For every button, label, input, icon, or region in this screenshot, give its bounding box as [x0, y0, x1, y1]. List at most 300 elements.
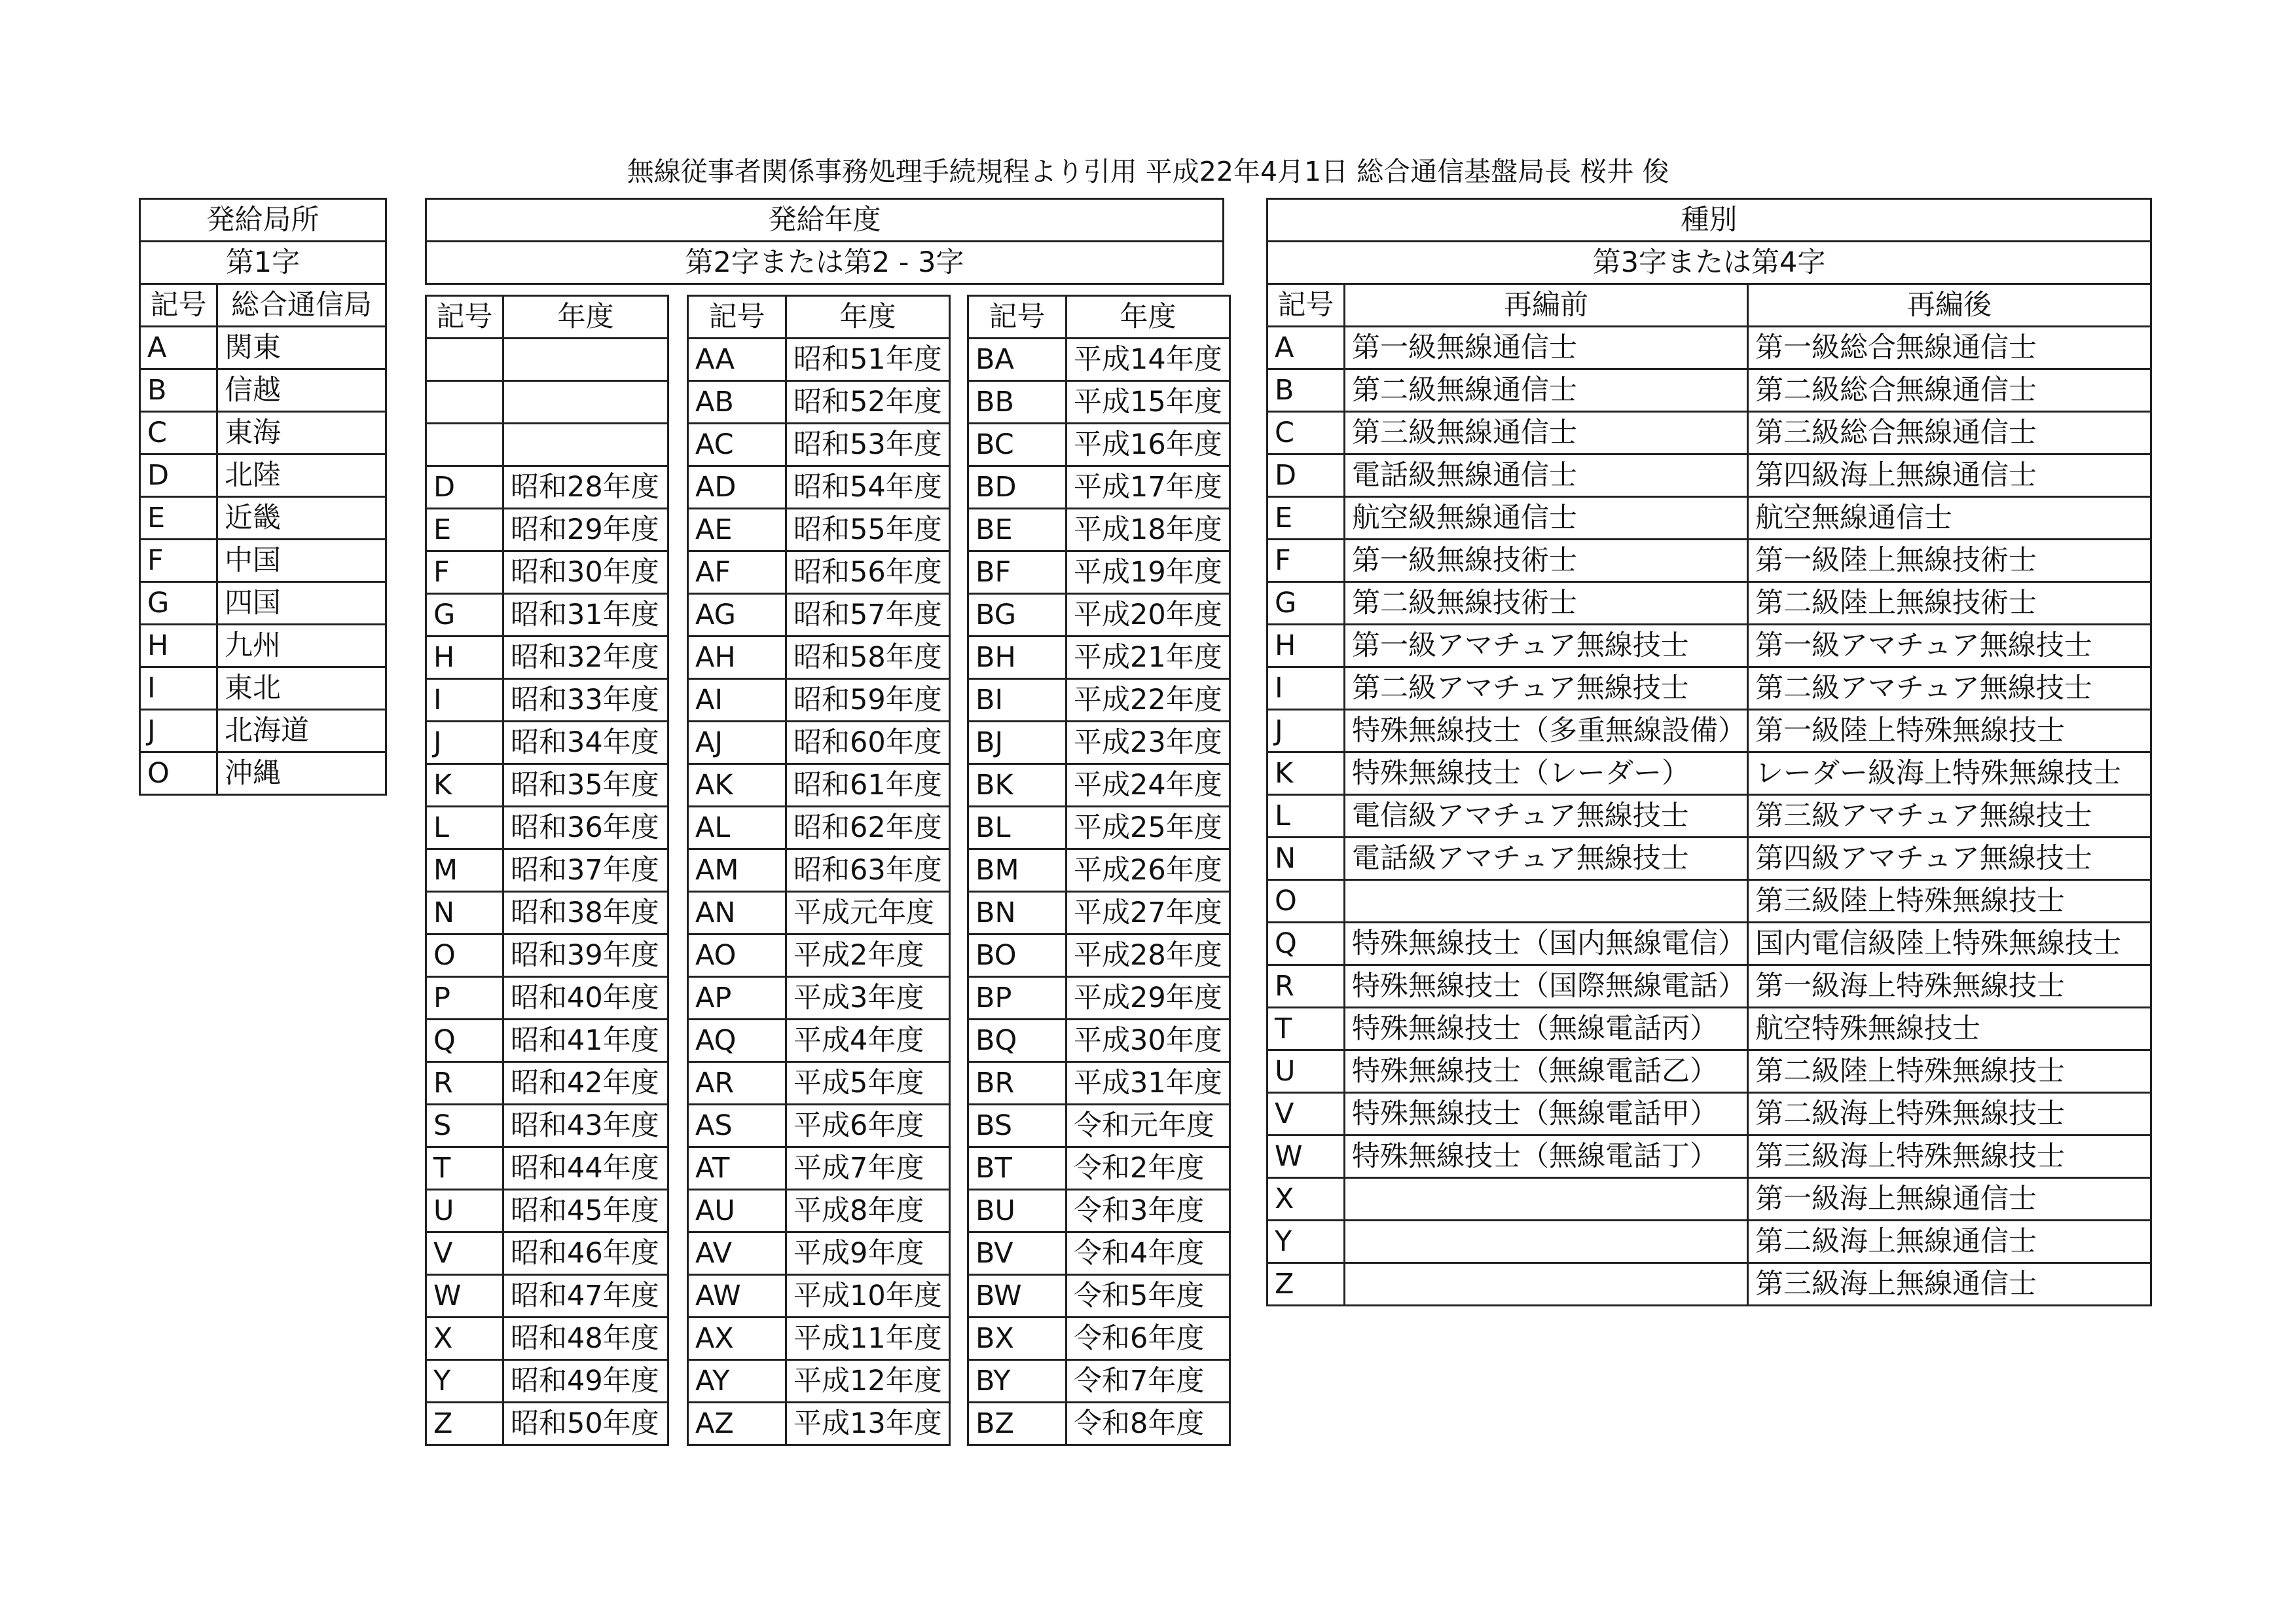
year-code-cell: E: [426, 509, 503, 551]
year-value-cell: 令和5年度: [1066, 1275, 1230, 1318]
kind-before-cell: 特殊無線技士（無線電話乙）: [1345, 1050, 1748, 1093]
table-row: [140, 454, 386, 497]
year-code-cell: AU: [688, 1190, 786, 1232]
office-code-cell: G: [140, 582, 217, 625]
table-row: [968, 466, 1230, 509]
office-code-cell: I: [140, 667, 217, 710]
year-code-cell: BJ: [968, 722, 1066, 764]
year-code-cell: U: [426, 1190, 503, 1232]
year-value-cell: 平成15年度: [1066, 381, 1230, 424]
table-row: [688, 1232, 950, 1275]
year-value-cell: 平成17年度: [1066, 466, 1230, 509]
year-value-cell: 昭和61年度: [786, 764, 950, 807]
page-title: 無線従事者関係事務処理手続規程より引用 平成22年4月1日 総合通信基盤局長 桜井 俊: [627, 156, 1669, 187]
year-code-cell: AD: [688, 466, 786, 509]
year-code-cell: Y: [426, 1360, 503, 1403]
table-row: [426, 637, 668, 679]
kind-code-cell: I: [1267, 667, 1345, 710]
table-row: [968, 1232, 1230, 1275]
kind-code-cell: T: [1267, 1008, 1345, 1050]
year-value-cell: 令和8年度: [1066, 1403, 1230, 1445]
table-row: [1267, 497, 2151, 540]
table-row: [688, 1360, 950, 1403]
table-row: [1267, 710, 2151, 752]
issuing-office-table: [139, 198, 387, 796]
kind-after-cell: 第四級アマチュア無線技士: [1748, 838, 2151, 880]
year-value-cell: [503, 424, 668, 466]
table-row: [1267, 1221, 2151, 1263]
year-value-cell: 昭和40年度: [503, 977, 668, 1020]
year-value-cell: 昭和48年度: [503, 1318, 668, 1360]
year-value-cell: 昭和49年度: [503, 1360, 668, 1403]
office-name-cell: 北海道: [217, 710, 386, 752]
kind-before-cell: 特殊無線技士（多重無線設備）: [1345, 710, 1748, 752]
year-code-cell: AK: [688, 764, 786, 807]
kind-after-cell: 第三級アマチュア無線技士: [1748, 795, 2151, 838]
kind-before-cell: [1345, 1178, 1748, 1221]
year-code-cell: AT: [688, 1147, 786, 1190]
table-row: [140, 667, 386, 710]
year-value-cell: 昭和56年度: [786, 551, 950, 594]
year-code-cell: X: [426, 1318, 503, 1360]
table-row: [426, 1360, 668, 1403]
year-value-cell: 平成4年度: [786, 1020, 950, 1062]
table-row: [688, 1403, 950, 1445]
year-value-cell: 平成5年度: [786, 1062, 950, 1105]
year-code-cell: AY: [688, 1360, 786, 1403]
table-row: [426, 1062, 668, 1105]
year-value-cell: 平成12年度: [786, 1360, 950, 1403]
year-code-cell: BU: [968, 1190, 1066, 1232]
table-row: [140, 540, 386, 582]
year-value-cell: 昭和28年度: [503, 466, 668, 509]
year-code-cell: BH: [968, 637, 1066, 679]
issue-year-header: [425, 198, 1224, 285]
year-code-cell: BF: [968, 551, 1066, 594]
year-code-cell: BS: [968, 1105, 1066, 1147]
kind-after-cell: 第四級海上無線通信士: [1748, 454, 2151, 497]
office-col-name: 総合通信局: [217, 284, 386, 327]
kind-after-cell: 第一級海上特殊無線技士: [1748, 965, 2151, 1008]
table-row: [1267, 1093, 2151, 1135]
kind-before-cell: 第二級アマチュア無線技士: [1345, 667, 1748, 710]
table-row: [968, 424, 1230, 466]
table-row: [688, 679, 950, 722]
kind-code-cell: V: [1267, 1093, 1345, 1135]
year-value-cell: 昭和35年度: [503, 764, 668, 807]
year-column-2: [687, 295, 951, 1446]
table-row: [1267, 1178, 2151, 1221]
table-row: [426, 1318, 668, 1360]
kind-before-cell: 第一級無線通信士: [1345, 327, 1748, 369]
kind-before-cell: 特殊無線技士（レーダー）: [1345, 752, 1748, 795]
year-value-cell: 平成11年度: [786, 1318, 950, 1360]
year-value-cell: 平成30年度: [1066, 1020, 1230, 1062]
kind-before-cell: 第一級無線技術士: [1345, 540, 1748, 582]
kind-code-cell: U: [1267, 1050, 1345, 1093]
year-value-cell: 昭和63年度: [786, 849, 950, 892]
table-row: [1267, 752, 2151, 795]
table-row: [688, 1062, 950, 1105]
kind-before-cell: 電信級アマチュア無線技士: [1345, 795, 1748, 838]
year-code-cell: BX: [968, 1318, 1066, 1360]
kind-code-cell: F: [1267, 540, 1345, 582]
year-value-cell: 平成2年度: [786, 934, 950, 977]
year-code-cell: R: [426, 1062, 503, 1105]
table-row: [426, 594, 668, 637]
office-code-cell: B: [140, 369, 217, 412]
year-col-year: 年度: [1066, 296, 1230, 339]
year-value-cell: 平成28年度: [1066, 934, 1230, 977]
year-value-cell: 昭和47年度: [503, 1275, 668, 1318]
table-row: [688, 1020, 950, 1062]
table-row: [1267, 582, 2151, 625]
table-row: [426, 509, 668, 551]
year-code-cell: AI: [688, 679, 786, 722]
table-row: [1267, 880, 2151, 923]
year-value-cell: 平成9年度: [786, 1232, 950, 1275]
table-row: [140, 412, 386, 454]
office-code-cell: D: [140, 454, 217, 497]
table-row: [426, 764, 668, 807]
year-column-1: [425, 295, 669, 1446]
table-row: [140, 582, 386, 625]
year-code-cell: AJ: [688, 722, 786, 764]
kind-code-cell: G: [1267, 582, 1345, 625]
office-name-cell: 北陸: [217, 454, 386, 497]
table-row: [968, 849, 1230, 892]
table-row: [968, 1105, 1230, 1147]
year-code-cell: N: [426, 892, 503, 934]
year-code-cell: AW: [688, 1275, 786, 1318]
year-value-cell: 平成26年度: [1066, 849, 1230, 892]
kind-after-cell: 第二級海上無線通信士: [1748, 1221, 2151, 1263]
table-row: [968, 637, 1230, 679]
kind-after-cell: レーダー級海上特殊無線技士: [1748, 752, 2151, 795]
table-row: [1267, 965, 2151, 1008]
year-code-cell: BE: [968, 509, 1066, 551]
table-row: [140, 752, 386, 795]
year-value-cell: 平成22年度: [1066, 679, 1230, 722]
year-code-cell: AV: [688, 1232, 786, 1275]
year-value-cell: 昭和45年度: [503, 1190, 668, 1232]
kind-code-cell: D: [1267, 454, 1345, 497]
table-row: [688, 509, 950, 551]
table-row: [688, 551, 950, 594]
kind-code-cell: O: [1267, 880, 1345, 923]
kind-code-cell: W: [1267, 1135, 1345, 1178]
table-row: [1267, 369, 2151, 412]
table-row: [140, 369, 386, 412]
kind-after-cell: 第二級海上特殊無線技士: [1748, 1093, 2151, 1135]
year-code-cell: AP: [688, 977, 786, 1020]
kind-before-cell: [1345, 1221, 1748, 1263]
year-value-cell: 平成21年度: [1066, 637, 1230, 679]
year-code-cell: AM: [688, 849, 786, 892]
kind-code-cell: K: [1267, 752, 1345, 795]
kind-after-cell: 第三級陸上特殊無線技士: [1748, 880, 2151, 923]
year-code-cell: BB: [968, 381, 1066, 424]
year-subheading: 第2字または第2 - 3字: [426, 242, 1224, 284]
year-col-code: 記号: [426, 296, 503, 339]
table-row: [1267, 667, 2151, 710]
table-row: [968, 1360, 1230, 1403]
year-code-cell: W: [426, 1275, 503, 1318]
year-col-code: 記号: [968, 296, 1066, 339]
table-row: [426, 1232, 668, 1275]
kind-before-cell: [1345, 1263, 1748, 1306]
year-value-cell: 昭和30年度: [503, 551, 668, 594]
year-code-cell: [426, 424, 503, 466]
year-value-cell: 昭和51年度: [786, 339, 950, 381]
kind-after-cell: 航空特殊無線技士: [1748, 1008, 2151, 1050]
year-code-cell: AS: [688, 1105, 786, 1147]
year-value-cell: 令和4年度: [1066, 1232, 1230, 1275]
year-code-cell: AO: [688, 934, 786, 977]
year-code-cell: AE: [688, 509, 786, 551]
year-code-cell: BC: [968, 424, 1066, 466]
year-value-cell: 昭和62年度: [786, 807, 950, 849]
year-code-cell: T: [426, 1147, 503, 1190]
year-code-cell: BK: [968, 764, 1066, 807]
table-row: [426, 849, 668, 892]
year-code-cell: BL: [968, 807, 1066, 849]
year-code-cell: AA: [688, 339, 786, 381]
table-row: [1267, 327, 2151, 369]
year-code-cell: H: [426, 637, 503, 679]
year-value-cell: 昭和33年度: [503, 679, 668, 722]
year-value-cell: 昭和37年度: [503, 849, 668, 892]
kind-col-before: 再編前: [1345, 284, 1748, 327]
table-row: [426, 551, 668, 594]
kind-code-cell: E: [1267, 497, 1345, 540]
year-value-cell: 昭和46年度: [503, 1232, 668, 1275]
table-row: [688, 1275, 950, 1318]
kind-before-cell: 第二級無線技術士: [1345, 582, 1748, 625]
table-row: [426, 1147, 668, 1190]
kind-col-code: 記号: [1267, 284, 1345, 327]
year-code-cell: J: [426, 722, 503, 764]
kind-col-after: 再編後: [1748, 284, 2151, 327]
kind-after-cell: 航空無線通信士: [1748, 497, 2151, 540]
kind-after-cell: 第二級アマチュア無線技士: [1748, 667, 2151, 710]
year-value-cell: 平成23年度: [1066, 722, 1230, 764]
table-row: [1267, 838, 2151, 880]
table-row: [968, 892, 1230, 934]
table-row: [426, 424, 668, 466]
office-name-cell: 関東: [217, 327, 386, 369]
year-value-cell: 平成16年度: [1066, 424, 1230, 466]
table-row: [1267, 1050, 2151, 1093]
table-row: [968, 594, 1230, 637]
year-value-cell: 昭和57年度: [786, 594, 950, 637]
year-code-cell: AN: [688, 892, 786, 934]
kind-before-cell: 電話級アマチュア無線技士: [1345, 838, 1748, 880]
year-code-cell: BV: [968, 1232, 1066, 1275]
table-row: [968, 381, 1230, 424]
table-row: [968, 934, 1230, 977]
year-code-cell: AR: [688, 1062, 786, 1105]
table-row: [426, 1020, 668, 1062]
table-row: [688, 764, 950, 807]
year-value-cell: 平成19年度: [1066, 551, 1230, 594]
kind-after-cell: 第一級陸上特殊無線技士: [1748, 710, 2151, 752]
table-row: [688, 1105, 950, 1147]
year-value-cell: 昭和32年度: [503, 637, 668, 679]
year-value-cell: 令和元年度: [1066, 1105, 1230, 1147]
kind-after-cell: 第二級総合無線通信士: [1748, 369, 2151, 412]
year-value-cell: 昭和52年度: [786, 381, 950, 424]
kind-before-cell: 特殊無線技士（国内無線電信）: [1345, 923, 1748, 965]
office-code-cell: F: [140, 540, 217, 582]
year-value-cell: 平成13年度: [786, 1403, 950, 1445]
year-value-cell: 平成3年度: [786, 977, 950, 1020]
kind-code-cell: B: [1267, 369, 1345, 412]
kind-before-cell: [1345, 880, 1748, 923]
table-row: [688, 594, 950, 637]
year-value-cell: 昭和38年度: [503, 892, 668, 934]
kind-before-cell: 特殊無線技士（国際無線電話）: [1345, 965, 1748, 1008]
kind-code-cell: Q: [1267, 923, 1345, 965]
year-code-cell: BO: [968, 934, 1066, 977]
year-value-cell: 平成8年度: [786, 1190, 950, 1232]
table-row: [688, 466, 950, 509]
year-code-cell: BW: [968, 1275, 1066, 1318]
kind-code-cell: Y: [1267, 1221, 1345, 1263]
year-value-cell: 昭和34年度: [503, 722, 668, 764]
year-value-cell: 昭和41年度: [503, 1020, 668, 1062]
kind-after-cell: 国内電信級陸上特殊無線技士: [1748, 923, 2151, 965]
table-row: [1267, 540, 2151, 582]
table-row: [140, 497, 386, 540]
kind-code-cell: J: [1267, 710, 1345, 752]
kind-code-cell: H: [1267, 625, 1345, 667]
year-code-cell: S: [426, 1105, 503, 1147]
kind-code-cell: N: [1267, 838, 1345, 880]
table-row: [968, 807, 1230, 849]
year-value-cell: 平成31年度: [1066, 1062, 1230, 1105]
year-column-3: [967, 295, 1231, 1446]
kind-after-cell: 第一級総合無線通信士: [1748, 327, 2151, 369]
table-row: [968, 764, 1230, 807]
year-code-cell: Q: [426, 1020, 503, 1062]
table-row: [688, 849, 950, 892]
kind-code-cell: X: [1267, 1178, 1345, 1221]
year-value-cell: 昭和29年度: [503, 509, 668, 551]
kind-before-cell: 特殊無線技士（無線電話甲）: [1345, 1093, 1748, 1135]
table-row: [140, 327, 386, 369]
table-row: [688, 1190, 950, 1232]
table-row: [688, 1318, 950, 1360]
office-name-cell: 中国: [217, 540, 386, 582]
kind-after-cell: 第一級アマチュア無線技士: [1748, 625, 2151, 667]
year-value-cell: 平成27年度: [1066, 892, 1230, 934]
table-row: [426, 977, 668, 1020]
table-row: [968, 1190, 1230, 1232]
year-code-cell: BR: [968, 1062, 1066, 1105]
table-row: [688, 807, 950, 849]
table-row: [140, 625, 386, 667]
table-row: [140, 710, 386, 752]
kind-after-cell: 第二級陸上無線技術士: [1748, 582, 2151, 625]
year-code-cell: AC: [688, 424, 786, 466]
kind-after-cell: 第三級総合無線通信士: [1748, 412, 2151, 454]
kind-after-cell: 第二級陸上特殊無線技士: [1748, 1050, 2151, 1093]
table-row: [968, 1403, 1230, 1445]
table-row: [968, 1147, 1230, 1190]
table-row: [968, 551, 1230, 594]
year-code-cell: BY: [968, 1360, 1066, 1403]
table-row: [968, 1062, 1230, 1105]
year-code-cell: AZ: [688, 1403, 786, 1445]
office-code-cell: C: [140, 412, 217, 454]
year-value-cell: 令和7年度: [1066, 1360, 1230, 1403]
year-code-cell: BN: [968, 892, 1066, 934]
office-code-cell: E: [140, 497, 217, 540]
office-code-cell: A: [140, 327, 217, 369]
table-row: [1267, 795, 2151, 838]
kind-code-cell: L: [1267, 795, 1345, 838]
table-row: [688, 339, 950, 381]
year-code-cell: D: [426, 466, 503, 509]
year-value-cell: [503, 339, 668, 381]
table-row: [968, 1318, 1230, 1360]
year-value-cell: 昭和43年度: [503, 1105, 668, 1147]
table-row: [426, 339, 668, 381]
year-code-cell: BM: [968, 849, 1066, 892]
table-row: [426, 892, 668, 934]
kind-code-cell: Z: [1267, 1263, 1345, 1306]
year-code-cell: AQ: [688, 1020, 786, 1062]
table-row: [688, 381, 950, 424]
table-row: [426, 381, 668, 424]
year-code-cell: BG: [968, 594, 1066, 637]
kind-after-cell: 第三級海上無線通信士: [1748, 1263, 2151, 1306]
office-name-cell: 信越: [217, 369, 386, 412]
year-value-cell: 昭和60年度: [786, 722, 950, 764]
table-row: [688, 1147, 950, 1190]
year-code-cell: [426, 339, 503, 381]
kind-before-cell: 特殊無線技士（無線電話丙）: [1345, 1008, 1748, 1050]
year-col-year: 年度: [786, 296, 950, 339]
year-value-cell: 昭和59年度: [786, 679, 950, 722]
table-row: [1267, 923, 2151, 965]
year-value-cell: 昭和58年度: [786, 637, 950, 679]
kind-code-cell: C: [1267, 412, 1345, 454]
office-name-cell: 沖縄: [217, 752, 386, 795]
year-code-cell: BA: [968, 339, 1066, 381]
table-row: [688, 424, 950, 466]
kind-subheading: 第3字または第4字: [1267, 242, 2151, 284]
office-code-cell: J: [140, 710, 217, 752]
table-row: [968, 339, 1230, 381]
year-code-cell: O: [426, 934, 503, 977]
table-row: [1267, 625, 2151, 667]
table-row: [688, 637, 950, 679]
year-code-cell: BD: [968, 466, 1066, 509]
year-code-cell: L: [426, 807, 503, 849]
table-row: [426, 679, 668, 722]
year-code-cell: Z: [426, 1403, 503, 1445]
office-col-code: 記号: [140, 284, 217, 327]
table-row: [1267, 1263, 2151, 1306]
office-table: [139, 198, 387, 796]
kind-after-cell: 第一級陸上無線技術士: [1748, 540, 2151, 582]
table-row: [968, 679, 1230, 722]
table-row: [426, 722, 668, 764]
table-row: [968, 1275, 1230, 1318]
year-code-cell: I: [426, 679, 503, 722]
